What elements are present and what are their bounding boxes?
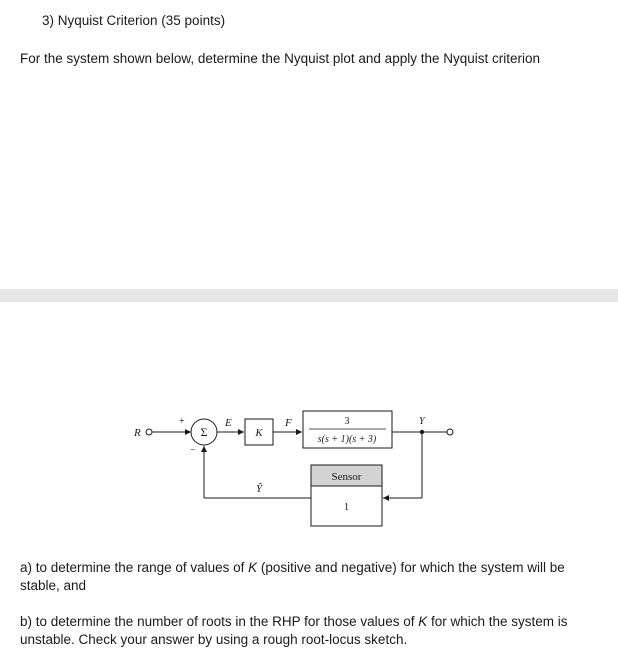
plant-denominator: s(s + 1)(s + 3) xyxy=(317,434,377,445)
variable-k: K xyxy=(248,560,258,575)
block-diagram xyxy=(0,395,618,535)
question-b: b) to determine the number of roots in the RHP for those values of K for which the system is unstable. Check your answer by using a rough root-locus sketch. xyxy=(20,614,568,647)
section-divider xyxy=(0,289,618,302)
sensor-title: Sensor xyxy=(331,471,362,483)
input-terminal xyxy=(146,429,152,435)
sum-symbol: Σ xyxy=(200,425,208,439)
input-label: R xyxy=(134,427,141,439)
plus-sign: + xyxy=(179,416,185,427)
question-a: a) to determine the range of values of K (positive and negative) for which the system will be stable, and xyxy=(20,560,565,593)
output-label: Y xyxy=(419,416,425,427)
minus-sign: − xyxy=(190,445,196,456)
output-terminal xyxy=(447,429,453,435)
plant-numerator: 3 xyxy=(344,416,350,427)
gain-label: K xyxy=(255,427,263,439)
problem-heading: 3) Nyquist Criterion (35 points) xyxy=(42,13,226,28)
variable-k: K xyxy=(418,614,428,629)
problem-intro: For the system shown below, determine the Nyquist plot and apply the Nyquist criterion xyxy=(20,51,541,66)
error-label: E xyxy=(225,417,232,429)
force-label: F xyxy=(285,417,292,429)
sensor-gain: 1 xyxy=(344,502,349,513)
feedback-label: Ŷ xyxy=(256,483,263,495)
